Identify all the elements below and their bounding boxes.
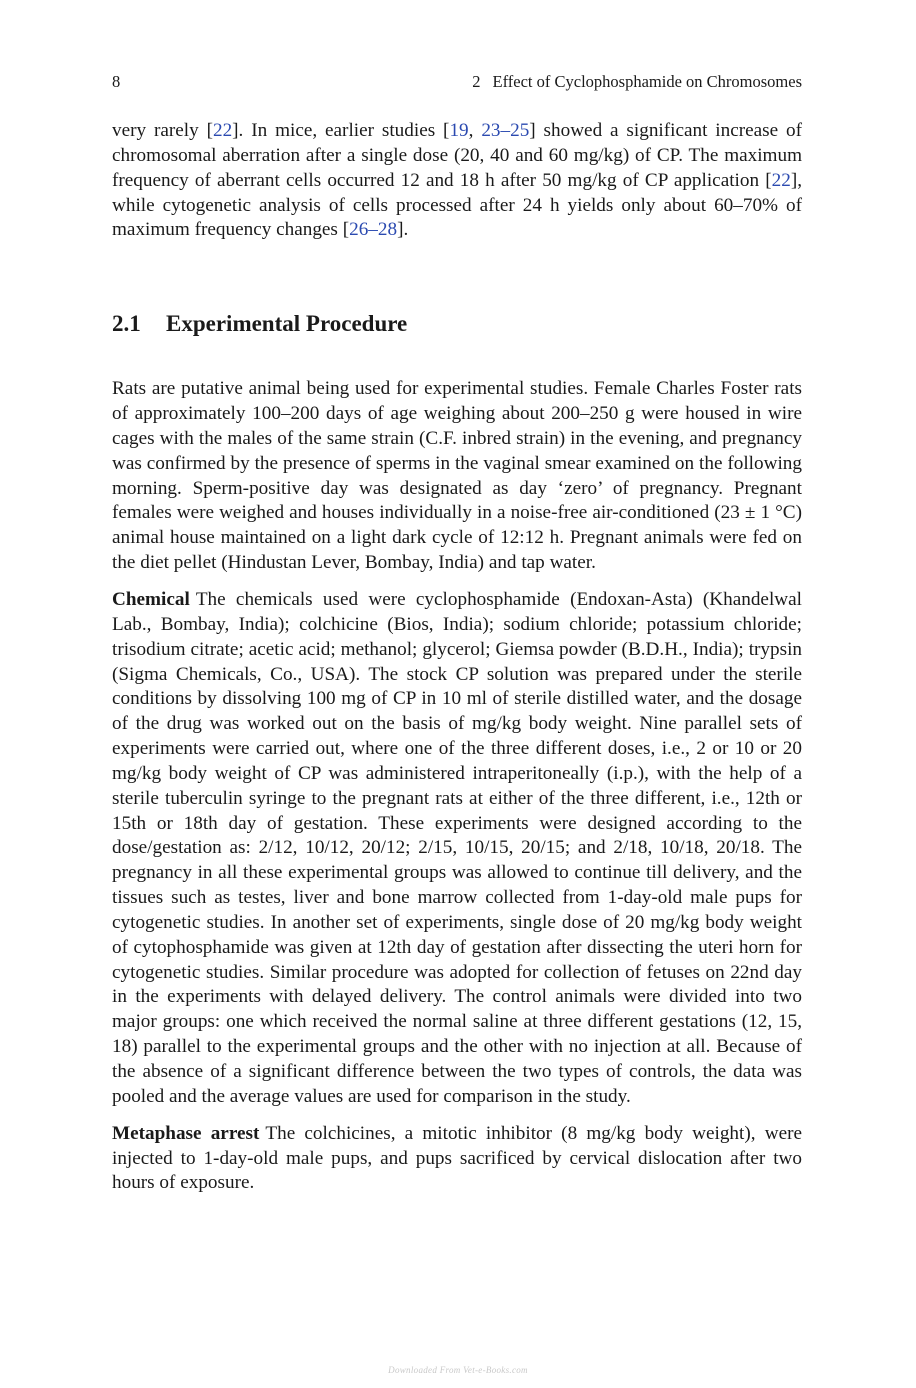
intro-text: ], while cytogenetic analysis of cells processed after 24 h yields only about 60–70% of maximum frequency changes [ bbox=[112, 169, 802, 241]
citation-link[interactable]: 23–25 bbox=[481, 120, 530, 141]
citation-link[interactable]: 22 bbox=[771, 169, 791, 191]
intro-paragraph bbox=[112, 119, 802, 243]
chemical-heading: Chemical bbox=[112, 588, 190, 610]
chapter-title: Effect of Cyclophosphamide on Chromosomes bbox=[492, 72, 802, 91]
page-number: 8 bbox=[112, 72, 121, 91]
section-heading bbox=[112, 309, 802, 339]
chapter-number: 2 bbox=[472, 72, 481, 91]
citation-link[interactable]: 22 bbox=[212, 120, 233, 141]
metaphase-paragraph bbox=[112, 1122, 802, 1197]
intro-text: , bbox=[468, 120, 482, 141]
intro-text: ] showed a significant increase of chromosomal aberration after a single dose (20, 40 and 60 mg/kg) of CP. The maximum frequency of aberrant cells occurred 12 and 18 h after 50 mg/kg of CP application [ bbox=[112, 120, 802, 191]
page-content bbox=[112, 70, 802, 1196]
citation-link[interactable]: 19 bbox=[449, 120, 469, 141]
chemical-paragraph bbox=[112, 588, 802, 1110]
chemical-text: The chemicals used were cyclophosphamide (Endoxan-Asta) (Khandelwal Lab., Bombay, India); colchicine (Bios, India); sodium chloride; potassium chloride; trisodium citrate; acetic acid; methanol; glycerol; Giemsa powder (B.D.H., India); trypsin (Sigma Chemicals, Co., USA). The stock CP solution was prepared under the sterile conditions by dissolving 100 mg of CP in 10 ml of sterile distilled water, and the dosage of the drug was worked out on the basis of mg/kg body weight. Nine parallel sets of experiments were carried out, where one of the three different doses, i.e., 2 or 10 or 20 mg/kg body weight of CP was administered intraperitoneally (i.p.), with the help of a sterile tuberculin syringe to the pregnant rats at either of the three different, i.e., 12th or 15th or 18th day of gestation. These experiments were designed according to the dose/gestation as: 2/12, 10/12, 20/12; 2/15, 10/15, 20/15; and 2/18, 10/18, 20/18. The pregnancy in all these experimental groups was allowed to continue till delivery, and the tissues such as testes, liver and bone marrow collected from 1-day-old male pups for cytogenetic studies. In another set of experiments, single dose of 20 mg/kg body weight of cytophosphamide was given at 12th day of gestation after dissecting the uteri horn for cytogenetic studies. Similar procedure was adopted for collection of fetuses on 22nd day in the experiments with delayed delivery. The control animals were divided into two major groups: one which received the normal saline at three different gestations (12, 15, 18) parallel to the experimental groups and the other with no injection at all. Because of the absence of a significant difference between the two types of controls, the data was pooled and the average values are used for comparison in the study. bbox=[112, 588, 802, 1107]
running-head bbox=[112, 70, 802, 94]
intro-text: ]. bbox=[397, 219, 409, 241]
intro-text: ]. In mice, earlier studies [ bbox=[232, 120, 450, 141]
section-number: 2.1 bbox=[112, 311, 141, 337]
chapter-running-title bbox=[472, 70, 802, 94]
citation-link[interactable]: 26–28 bbox=[349, 219, 398, 241]
metaphase-heading: Metaphase arrest bbox=[112, 1122, 260, 1144]
intro-text: very rarely [ bbox=[112, 120, 213, 141]
procedure-paragraph: Rats are putative animal being used for experimental studies. Female Charles Foster rats of approximately 100–200 days of age weighing about 200–250 g were housed in wire cages with the males of the same strain (C.F. inbred strain) in the evening, and pregnancy was confirmed by the presence of sperms in the vaginal smear examined on the following morning. Sperm-positive day was designated as day ‘zero’ of pregnancy. Pregnant females were weighed and houses individually in a noise-free air-conditioned (23 ± 1 °C) animal house maintained on a light dark cycle of 12:12 h. Pregnant animals were fed on the diet pellet (Hindustan Lever, Bombay, India) and tap water. bbox=[112, 378, 802, 574]
metaphase-text: The colchicines, a mitotic inhibitor (8 mg/kg body weight), were injected to 1-day-old male pups, and pups sacrificed by cervical dislocation after two hours of exposure. bbox=[112, 1122, 802, 1194]
footer-watermark: Downloaded From Vet-e-Books.com bbox=[388, 1365, 528, 1375]
section-title: Experimental Procedure bbox=[166, 311, 408, 337]
